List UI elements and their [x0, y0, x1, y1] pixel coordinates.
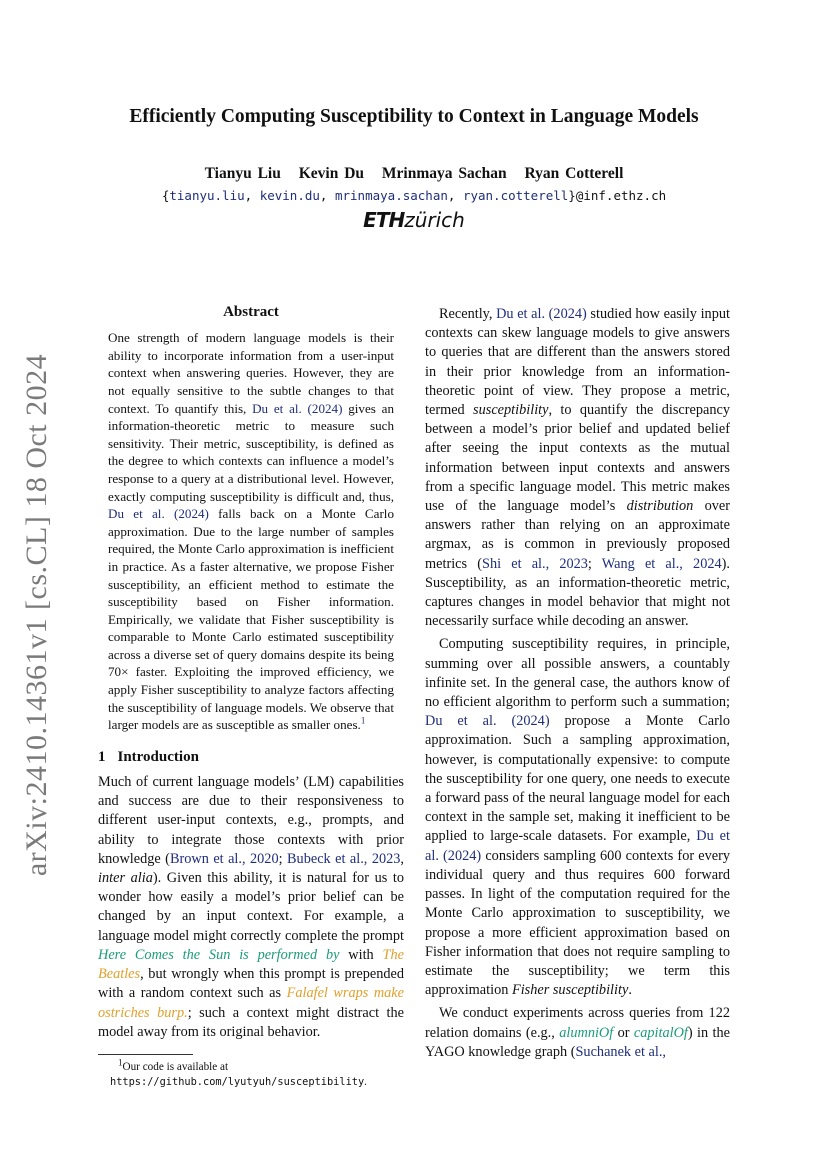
text-run: Computing susceptibility requires, in principle, summing over all possible answers, a countably infinite set. In the general case, the authors know of no efficient algorithm to perform such a summation; [425, 636, 730, 711]
eth-logo-rest: zürich [404, 208, 465, 232]
right-column [425, 305, 730, 1062]
intro-paragraph [98, 773, 404, 1042]
text-run: ). Susceptibility, as an information-theoretic metric, captures changes in model behavior that might not necessarily surface while decoding an answer. [425, 555, 730, 630]
abstract-part: One strength of modern language models is their ability to incorporate information from a user-input context when answering queries. However, they are not equally sensitive to the subtle changes to that context. To quantify this, [108, 330, 394, 416]
citation-link[interactable]: Suchanek et al., [575, 1043, 666, 1060]
footnote-rule [98, 1054, 193, 1055]
footnote-end: . [364, 1076, 367, 1088]
citation-link[interactable]: Shi et al., 2023 [482, 555, 588, 572]
section-heading-introduction [98, 748, 404, 767]
email-link[interactable]: kevin.du [259, 188, 320, 203]
footnote-area [98, 1040, 404, 1090]
author-emails: {tianyu.liu, kevin.du, mrinmaya.sachan, ryan.cotterell}@inf.ethz.ch [161, 188, 667, 203]
email-domain: }@inf.ethz.ch [568, 188, 667, 203]
author: Ryan Cotterell [524, 165, 624, 182]
text-run: studied how easily input contexts can skew language models to give answers to queries that are different than the answers stored in their prior knowledge from an information-theoretic point of view. They propose a metric, termed [425, 306, 730, 419]
text-run: ) in the YAGO knowledge graph ( [425, 1024, 730, 1060]
text-run: We conduct experiments across queries from 122 relation domains (e.g., [425, 1005, 730, 1041]
text-run: , to quantify the discrepancy between a model’s prior belief and updated belief after seeing the input contexts as the mutual information between input contexts and answers from a specific language model. This metric makes use of the language model’s [425, 402, 730, 515]
footnote-text: Our code is available at [122, 1061, 229, 1073]
author: Kevin Du [298, 165, 365, 182]
section-title: Introduction [117, 748, 199, 765]
citation-link[interactable]: Du et al. (2024) [108, 506, 209, 522]
text-run: with [339, 946, 383, 963]
text-run: considers sampling 600 contexts for every individual query and thus requires 600 forward passes. In light of the computation required for the Monte Carlo approximation to susceptibility, we propose a more efficient approximation based on Fisher information that does not require sampling to estimate the susceptibility; we term this approximation [425, 847, 730, 999]
abstract-part: gives an information-theoretic metric to measure such sensitivity. Their metric, susceptibility, is defined as the degree to which contexts can influence a model’s response to a query at a distributional level. However, exactly computing susceptibility is difficult and, thus, [108, 400, 394, 504]
arxiv-stamp-text: arXiv:2410.14361v1 [cs.CL] 18 Oct 2024 [20, 353, 53, 877]
eth-logo-bold: ETH [363, 208, 405, 232]
citation-link[interactable]: Du et al. (2024) [425, 828, 730, 864]
section-number: 1 [98, 748, 106, 765]
text-run: Much of current language models’ (LM) capabilities and success are due to their responsiveness to different user-input contexts, e.g., prompts, and ability to integrate those contexts with prior knowledge ( [98, 774, 404, 867]
code-url-link[interactable]: https://github.com/lyutyuh/susceptibility [110, 1076, 365, 1088]
author: Mrinmaya Sachan [381, 165, 507, 182]
abstract-heading: Abstract [223, 304, 279, 320]
text-run: or [613, 1024, 634, 1041]
citation-link[interactable]: Bubeck et al., 2023 [287, 850, 401, 867]
paragraph [425, 1004, 730, 1062]
email-link[interactable]: mrinmaya.sachan [334, 188, 448, 203]
abstract-text [98, 329, 404, 734]
text-run: , [400, 850, 404, 867]
paragraph [425, 635, 730, 1000]
text-run-italic: susceptibility [473, 402, 549, 419]
text-run-italic: inter alia [98, 870, 153, 887]
relation-example: alumniOf [559, 1024, 614, 1041]
email-brace: { [161, 188, 170, 203]
author: Tianyu Liu [204, 165, 281, 182]
citation-link[interactable]: Du et al. (2024) [425, 713, 550, 730]
footnote-number: 1 [118, 1057, 123, 1068]
text-run: propose a Monte Carlo approximation. Such a sampling approximation, however, is computationally expensive: to compute the susceptibility for one query, one needs to execute a forward pass of the neural language model for each context in the sample set, making it inefficient to be applied to large-scale datasets. For example, [425, 713, 731, 845]
citation-link[interactable]: Wang et al., 2024 [601, 555, 722, 572]
paragraph [425, 305, 730, 631]
text-run: over answers rather than relying on an approximate argmax, as is common in previously proposed metrics ( [425, 498, 730, 572]
example-context: Falafel wraps make ostriches burp. [98, 985, 404, 1021]
citation-link[interactable]: Du et al. (2024) [496, 306, 587, 322]
author-list [0, 165, 828, 183]
text-run: Recently, [439, 306, 497, 322]
example-prompt: Here Comes the Sun is performed by [98, 946, 340, 963]
footnote-marker[interactable]: 1 [360, 715, 366, 726]
citation-link[interactable]: Du et al. (2024) [252, 400, 343, 416]
text-run: ; [278, 850, 288, 867]
paper-title: Efficiently Computing Susceptibility to Context in Language Models [129, 106, 699, 127]
footnote [98, 1057, 404, 1090]
left-column [98, 303, 404, 1042]
text-run: . [628, 982, 632, 999]
email-link[interactable]: tianyu.liu [169, 188, 245, 203]
text-run-italic: Fisher susceptibility [511, 982, 629, 999]
text-run: ; [587, 555, 602, 572]
text-run-italic: distribution [626, 498, 694, 515]
citation-link[interactable]: Brown et al., 2020 [169, 850, 279, 867]
text-run: ). Given this ability, it is natural for us to wonder how easily a model’s prior belief can be changed by an input context. For example, a language model might correctly complete the prompt [98, 870, 404, 944]
arxiv-stamp [14, 353, 60, 877]
abstract-part: falls back on a Monte Carlo approximation. Due to the large number of samples required, the Monte Carlo approximation is inefficient in practice. As a faster alternative, we propose Fisher susceptibility, an efficient method to estimate the susceptibility based on Fisher information. Empirically, we validate that Fisher susceptibility is comparable to Monte Carlo estimated susceptibility across a diverse set of query domains despite its being 70× faster. Exploiting the improved efficiency, we apply Fisher susceptibility to analyze factors affecting the susceptibility of language models. We observe that larger models are as susceptible as smaller ones. [108, 506, 394, 733]
example-answer: The Beatles [98, 946, 404, 983]
text-run: , but wrongly when this prompt is prepended with a random context such as [98, 966, 404, 1002]
text-run: ; such a context might distract the model away from its original behavior. [98, 1004, 404, 1040]
relation-example: capitalOf [633, 1024, 688, 1041]
email-link[interactable]: ryan.cotterell [462, 188, 569, 203]
eth-logo [0, 208, 828, 232]
